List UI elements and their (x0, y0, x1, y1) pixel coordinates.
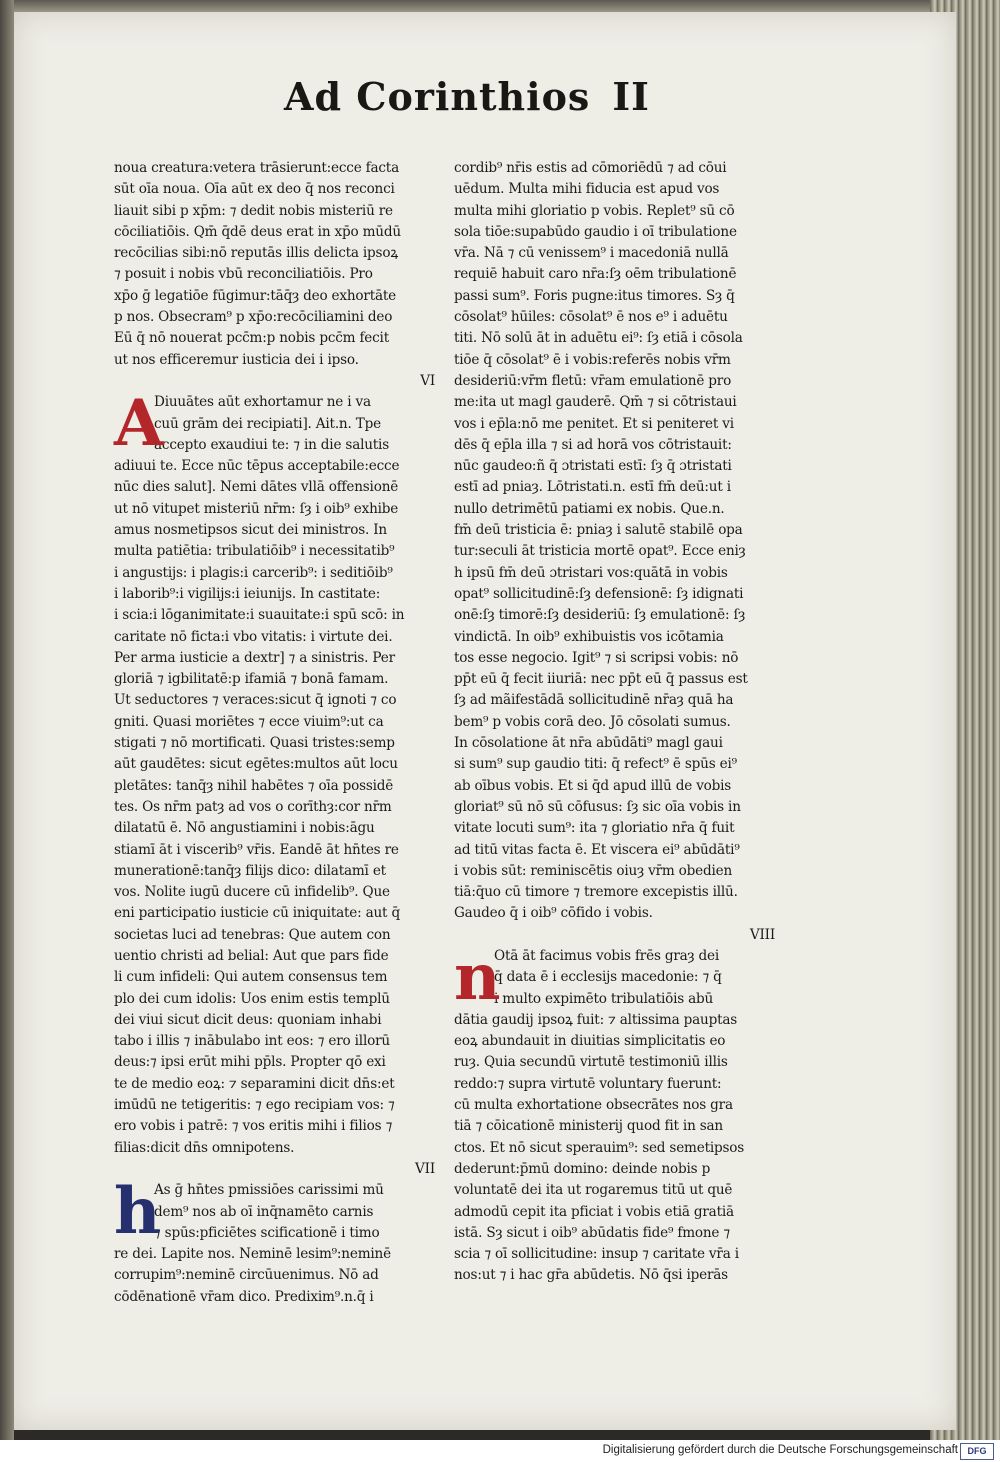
text-line: cōsolat⁹ hūiles: cōsolat⁹ ē nos e⁹ i aduētu (454, 309, 728, 326)
text-line: vindictā. In oib⁹ exhibuistis vos icōtamia (454, 628, 724, 645)
text-line: desideriū:vr̄m fletū: vr̄am emulationē pro (454, 372, 732, 389)
text-line: deus:⁊ ipsi erūt mihi pp̄ls. Propter qō exi (114, 1054, 386, 1071)
text-line: cū multa exhortatione obsecrātes nos gra (454, 1097, 733, 1114)
text-line: societas luci ad tenebras: Que autem con (114, 926, 391, 943)
text-line: imūdū ne tetigeritis: ⁊ ego recipiam vos: ⁊ (114, 1097, 395, 1114)
decorated-initial: h (114, 1174, 161, 1250)
text-line: bem⁹ p vobis corā deo. Jō cōsolati sumus. (454, 713, 731, 730)
text-line: stigati ⁊ nō mortificati. Quasi tristes:semp (114, 735, 395, 752)
text-line: i vobis sūt: reminiscētis oiuȝ vr̄m obedien (454, 862, 733, 879)
text-line: vr̄a. Nā ⁊ cū venissem⁹ i macedoniā nullā (454, 245, 729, 262)
text-line: sūt oīa noua. Oīa aūt ex deo q̄ nos reconci (114, 181, 395, 198)
text-line: dem⁹ nos ab oī inq̄namēto carnis (154, 1203, 374, 1220)
text-line: stiamī āt i viscerib⁹ vr̄is. Eandē āt hn̄tes re (114, 841, 399, 858)
text-line: munerationē:tanq̄ȝ filijs dico: dilatamī et (114, 862, 386, 879)
text-line: reddo:⁊ supra virtutē voluntary fuerunt: (454, 1075, 722, 1092)
text-line: cuū grām dei recipiati]. Ait.n. Tpe (154, 415, 381, 432)
text-line: tiōe q̄ cōsolat⁹ ē i vobis:referēs nobis vr̄m (454, 351, 731, 368)
text-line: nūc gaudeo:ñ q̄ ɔtristati estī: ſȝ q̄ ɔtristati (454, 458, 732, 475)
text-line: ctos. Et nō sicut sperauim⁹: sed semetipsos (454, 1139, 745, 1156)
text-line: tiā ⁊ cōicationē ministerij quod fit in san (454, 1118, 723, 1135)
text-line: Otā āt facimus vobis frēs graȝ dei (494, 947, 720, 964)
text-line: ero vobis i patrē: ⁊ vos eritis mihi i filios ⁊ (114, 1118, 393, 1135)
text-line: dātia gaudij ipsoꝝ fuit: ⁊ altissima pauptas (454, 1011, 738, 1028)
text-line: dederunt:p̄mū domino: deinde nobis p (454, 1160, 711, 1177)
text-line: q̄ data ē i ecclesijs macedonie: ⁊ q̄ (494, 969, 722, 986)
text-line: recōcilias sibi:nō reputās illis delicta ipsoꝝ (114, 245, 398, 262)
text-line: tes. Os nr̄m patȝ ad vos o corīthȝ:cor nr̄m (114, 798, 392, 815)
text-line: gniti. Quasi moriētes ⁊ ecce viuim⁹:ut ca (114, 713, 384, 730)
text-line: nūc dies salut]. Nemi dātes vllā offensionē (114, 479, 399, 496)
dfg-logo: DFG (960, 1443, 994, 1460)
text-line: As ḡ hn̄tes pmissiōes carissimi mū (154, 1182, 384, 1199)
text-line: uēdum. Multa mihi fiducia est apud vos (454, 181, 720, 198)
right-column (454, 158, 779, 1284)
text-line: te de medio eoꝝ: ⁊ separamini dicit dn̄s:et (114, 1075, 395, 1092)
text-line: eoꝝ abundauit in diuitias simplicitatis eo (454, 1033, 726, 1050)
text-line: ruȝ. Quia secundū virtutē testimoniū illis (454, 1054, 728, 1071)
chapter-number: VII (415, 1160, 435, 1177)
initial-paragraph (114, 1174, 439, 1250)
text-line: pletātes: tanq̄ȝ nihil habētes ⁊ oīa possidē (114, 777, 394, 794)
decorated-initial: A (114, 386, 164, 462)
text-line: ut nō vitupet misteriū nr̄m: ſȝ i oib⁹ exhibe (114, 500, 399, 517)
text-line: filias:dicit dn̄s omnipotens. (114, 1139, 295, 1156)
text-line: gloriat⁹ sū nō sū cōfusus: ſȝ sic oīa vobis in (454, 798, 741, 815)
text-line: p nos. Obsecram⁹ p xp̄o:recōciliamini deo (114, 309, 393, 326)
folio-number: II (612, 74, 650, 119)
text-line: admodū cepit ita pficiat i vobis etiā gratiā (454, 1203, 734, 1220)
footer-credit: Digitalisierung gefördert durch die Deutsche Forschungsgemeinschaft (602, 1444, 958, 1456)
text-line: In cōsolatione āt nr̄a abūdāti⁹ magl gaui (454, 735, 723, 752)
text-line: voluntatē dei ita ut rogaremus titū ut quē (454, 1182, 733, 1199)
text-line: aūt gaudētes: sicut egētes:multos aūt locu (114, 756, 398, 773)
text-line: nullo detrimētū patiami ex nobis. Que.n. (454, 500, 725, 517)
text-line: Per arma iusticie a dextr] ⁊ a sinistris. Per (114, 649, 395, 666)
text-line: dei viui sicut dicit deus: quoniam inhabi (114, 1011, 382, 1028)
text-line: plo dei cum idolis: Uos enim estis templū (114, 990, 390, 1007)
text-line: i scia:i lōganimitate:i suauitate:i spū scō: in (114, 607, 405, 624)
text-line: Ut seductores ⁊ veraces:sicut q̄ ignoti ⁊ co (114, 692, 397, 709)
text-line: ab oībus vobis. Et si q̄d apud illū de vobis (454, 777, 732, 794)
text-line: Diuuātes aūt exhortamur ne i va (154, 394, 371, 411)
text-line: ſȝ ad mãifestādā sollicitudinē nr̄aȝ quā ha (454, 692, 734, 709)
text-line: estī ad pniaȝ. Lōtristati.n. estī fm̄ deū:ut i (454, 479, 731, 496)
text-line: nos:ut ⁊ i hac gr̄a abūdetis. Nō q̄si iperās (454, 1267, 728, 1284)
text-line: ⁊ spūs:pficiētes scificationē i timo (154, 1224, 380, 1241)
text-line: tos esse negocio. Igit⁹ ⁊ si scripsi vobis: nō (454, 649, 739, 666)
text-line: dēs q̄ ep̄la illa ⁊ si ad horā vos cōtristauit: (454, 436, 732, 453)
text-line: vitate locuti sum⁹: ita ⁊ gloriatio nr̄a q̄ fuit (454, 820, 735, 837)
text-line: Eū q̄ nō nouerat pcc̄m:p nobis pcc̄m fecit (114, 330, 389, 347)
text-line: uentio christi ad belial: Aut que pars fide (114, 947, 389, 964)
text-line: titi. Nō solū āt in aduētu ei⁹: ſȝ etiā i cōsola (454, 330, 743, 347)
text-line: cordib⁹ nr̄is estis ad cōmoriēdū ⁊ ad cōui (454, 160, 727, 176)
text-line: adiuui te. Ecce nūc tēpus acceptabile:ecce (114, 458, 400, 475)
text-line: tabo i illis ⁊ inābulabo int eos: ⁊ ero illorū (114, 1033, 390, 1050)
text-line: h ipsū fm̄ deū ɔtristari vos:quātā in vobis (454, 564, 728, 581)
text-line: caritate nō ficta:i vbo vitatis: i virtute dei. (114, 628, 393, 645)
left-column (114, 158, 439, 1305)
running-head-title: Ad Corinthios (284, 74, 591, 119)
text-line: istā. Sȝ sicut i oib⁹ abūdatis fide⁹ fmone ⁊ (454, 1224, 730, 1241)
text-line: ⁊ posuit i nobis vbū reconciliatiōis. Pro (114, 266, 373, 283)
text-line: accepto exaudiui te: ⁊ in die salutis (154, 436, 389, 453)
text-line: i laborib⁹:i vigilijs:i ieiunijs. In castitate: (114, 585, 381, 602)
text-line: sola tiōe:supabūdo gaudio i oī tribulatione (454, 223, 737, 240)
text-line: cōdēnationē vr̄am dico. Predixim⁹.n.q̄ i (114, 1288, 374, 1305)
chapter-number: VI (420, 372, 435, 389)
text-line: si sum⁹ sup gaudio titi: q̄ refect⁹ ē spūs ei⁹ (454, 756, 737, 773)
text-line: amus nosmetipsos sicut dei ministros. In (114, 522, 387, 539)
text-line: liauit sibi p xp̄m: ⁊ dedit nobis misteriū re (114, 202, 393, 219)
text-line: i multo expimēto tribulatiōis abū (494, 990, 714, 1007)
book-page (14, 12, 956, 1430)
text-line: opat⁹ sollicitudinē:ſȝ defensionē: ſȝ idignati (454, 585, 744, 602)
text-line: requiē habuit caro nr̄a:ſȝ oēm tribulationē (454, 266, 737, 283)
chapter-number: VIII (749, 926, 775, 943)
initial-paragraph (454, 939, 779, 1015)
text-line: ut nos efficeremur iusticia dei i ipso. (114, 351, 359, 368)
text-line: gloriā ⁊ igbilitatē:p ifamiā ⁊ bonā famam. (114, 671, 389, 688)
decorated-initial: n (454, 939, 501, 1015)
text-line: re dei. Lapite nos. Neminē lesim⁹:neminē (114, 1246, 391, 1263)
running-head (284, 74, 650, 134)
text-line: noua creatura:vetera trāsierunt:ecce facta (114, 160, 399, 176)
initial-paragraph (114, 386, 439, 462)
text-line: tiā:q̄uo cū timore ⁊ tremore excepistis illū. (454, 884, 738, 901)
text-line: eni participatio iusticie cū iniquitate: aut q̄ (114, 905, 400, 922)
text-line: passi sum⁹. Foris pugne:itus timores. Sȝ q̄ (454, 287, 735, 304)
text-line: ad titū vitas facta ē. Et viscera ei⁹ abūdāti⁹ (454, 841, 740, 858)
text-line: i angustijs: i plagis:i carcerib⁹: i seditiōib⁹ (114, 564, 393, 581)
text-line: onē:ſȝ timorē:ſȝ desideriū: ſȝ emulationē: ſȝ (454, 607, 746, 624)
footer-bar (0, 1440, 1000, 1462)
text-line: me:ita ut magl gauderē. Qm̄ ⁊ si cōtristaui (454, 394, 737, 411)
book-left-edge (0, 0, 14, 1440)
text-line: corrupim⁹:neminē circūuenimus. Nō ad (114, 1267, 379, 1284)
text-line: multa mihi gloriatio p vobis. Replet⁹ sū cō (454, 202, 735, 219)
text-line: dilatatū ē. Nō angustiamini i nobis:āgu (114, 820, 375, 837)
text-line: cōciliatiōis. Qm̄ q̄dē deus erat in xp̄o mūdū (114, 223, 401, 240)
text-line: vos i ep̄la:nō me penitet. Et si peniteret vi (454, 415, 734, 432)
text-line: multa patiētia: tribulatiōib⁹ i necessitatib⁹ (114, 543, 395, 560)
text-line: li cum infideli: Qui autem consensus tem (114, 969, 388, 986)
text-line: scia ⁊ oī sollicitudine: insup ⁊ caritate vr̄a i (454, 1246, 739, 1263)
text-line: Gaudeo q̄ i oib⁹ cōfido i vobis. (454, 905, 653, 922)
text-line: xp̄o ḡ legatiōe fūgimur:tāq̄ȝ deo exhortāte (114, 287, 396, 304)
text-line: fm̄ deū tristicia ē: pniaȝ i salutē stabilē opa (454, 522, 743, 539)
text-line: vos. Nolite iugū ducere cū infidelib⁹. Que (114, 884, 390, 901)
text-line: pp̄t eū q̄ fecit iiuriā: nec pp̄t eū q̄ passus est (454, 671, 748, 688)
text-line: tur:seculi āt tristicia mortē opat⁹. Ecce eniȝ (454, 543, 746, 560)
